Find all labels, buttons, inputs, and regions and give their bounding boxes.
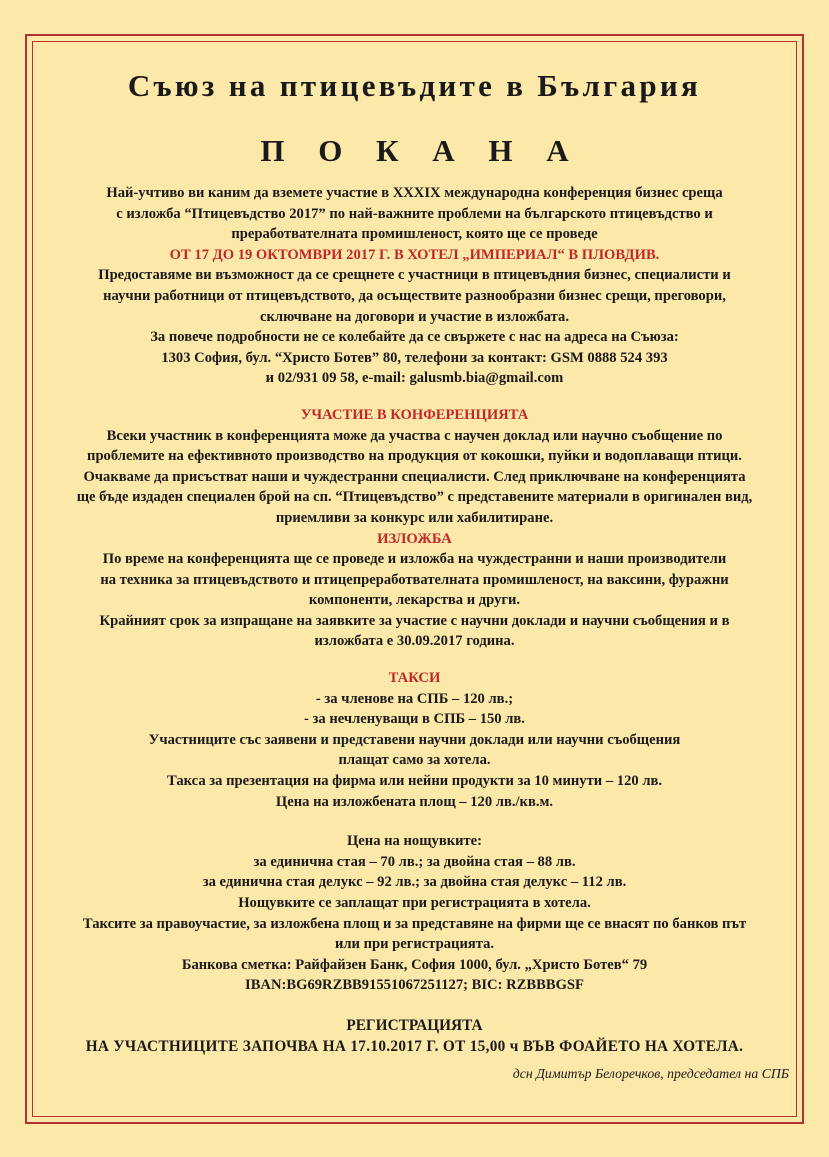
participation-line: приемливи за конкурс или хабилитиране.	[275, 509, 554, 526]
accommodation-line: Цена на нощувките:	[346, 833, 483, 850]
deadline-line: Крайният срок за изпращане на заявките за участие с научни доклади и научни съобщения и в	[99, 612, 730, 629]
deadline-line: изложбата е 30.09.2017 година.	[314, 633, 515, 650]
accommodation-section	[40, 831, 789, 996]
registration-heading: РЕГИСТРАЦИЯТА	[346, 1016, 483, 1034]
participation-section	[40, 405, 789, 652]
fees-section	[40, 668, 789, 812]
payment-line: Таксите за правоучастие, за изложбена площ и за представяне на фирми ще се внасят по банков път	[82, 915, 747, 932]
opportunity-line: Предоставяме ви възможност да се срещнете с участници в птицевъдния бизнес, специалисти и	[98, 267, 731, 284]
intro-paragraph	[40, 183, 789, 389]
iban-bic: IBAN:BG69RZBB91551067251127; BIC: RZBBBGSF	[245, 977, 584, 994]
intro-line: с изложба “Птицевъдство 2017” по най-важните проблеми на българското птицевъдство и	[116, 205, 713, 222]
accommodation-line: за единична стая – 70 лв.; за двойна стая – 88 лв.	[253, 853, 576, 870]
intro-line: Най-учтиво ви каним да вземете участие в XXXIX международна конференция бизнес среща	[106, 185, 723, 201]
intro-line: преработвателната промишленост, която ще се проведе	[231, 226, 598, 243]
fee-line: Участниците със заявени и представени научни доклади или научни съобщения	[148, 731, 681, 748]
opportunity-line: научни работници от птицевъдството, да осъществите разнообразни бизнес срещи, преговори,	[103, 287, 726, 304]
exhibition-line: на техника за птицевъдството и птицепреработвателната промишленост, на ваксини, фуражни	[100, 571, 729, 588]
exhibition-line: компоненти, лекарства и други.	[308, 592, 521, 609]
fee-line: - за нечленуващи в СПБ – 150 лв.	[304, 711, 525, 728]
dates-venue: ОТ 17 ДО 19 ОКТОМВРИ 2017 Г. В ХОТЕЛ „ИМПЕРИАЛ“ В ПЛОВДИВ.	[169, 246, 660, 263]
participation-line: Очакваме да присъстват наши и чуждестранни специалисти. След приключване на конференцията	[83, 468, 746, 485]
exhibition-heading: ИЗЛОЖБА	[377, 530, 452, 547]
opportunity-line: сключване на договори и участие в изложбата.	[260, 308, 569, 325]
contact-line: За повече подробности не се колебайте да се свържете с нас на адреса на Съюза:	[150, 329, 679, 346]
participation-line: проблемите на ефективното производство на продукция от кокошки, пуйки и водоплаващи птици.	[87, 448, 742, 465]
accommodation-line: за единична стая делукс – 92 лв.; за двойна стая делукс – 112 лв.	[202, 874, 627, 891]
participation-heading: УЧАСТИЕ В КОНФЕРЕНЦИЯТА	[300, 406, 529, 423]
fee-line: плащат само за хотела.	[338, 752, 491, 769]
invitation-title: П О К А Н А	[260, 133, 582, 168]
registration-text: НА УЧАСТНИЦИТЕ ЗАПОЧВА НА 17.10.2017 Г. ОТ 15,00 ч ВЪВ ФОАЙЕТО НА ХОТЕЛА.	[85, 1037, 744, 1055]
fee-line: - за членове на СПБ – 120 лв.;	[315, 690, 514, 707]
participation-line: Всеки участник в конференцията може да участва с научен доклад или научно съобщение по	[106, 427, 723, 444]
fee-line: Такса за презентация на фирма или нейни продукти за 10 минути – 120 лв.	[166, 773, 663, 790]
payment-line: или при регистрацията.	[334, 936, 495, 953]
accommodation-line: Нощувките се заплащат при регистрацията в хотела.	[238, 895, 591, 911]
exhibition-line: По време на конференцията ще се проведе и изложба на чуждестранни и наши производители	[102, 551, 727, 568]
fees-heading: ТАКСИ	[388, 670, 441, 687]
organization-name: Съюз на птицевъдите в България	[127, 68, 702, 103]
invitation-content	[40, 48, 789, 1057]
contact-email: и 02/931 09 58, e-mail: galusmb.bia@gmail.com	[265, 370, 564, 387]
fee-line: Цена на изложбената площ – 120 лв./кв.м.	[275, 793, 554, 810]
contact-address: 1303 София, бул. “Христо Ботев” 80, телефони за контакт: GSM 0888 524 393	[161, 349, 668, 366]
participation-line: ще бъде издаден специален брой на сп. “Птицевъдство” с представените материали в оригинален вид,	[76, 489, 753, 506]
signature: дсн Димитър Белоречков, председател на СПБ	[512, 1066, 789, 1081]
bank-account: Банкова сметка: Райфайзен Банк, София 1000, бул. „Христо Ботев“ 79	[181, 956, 648, 973]
